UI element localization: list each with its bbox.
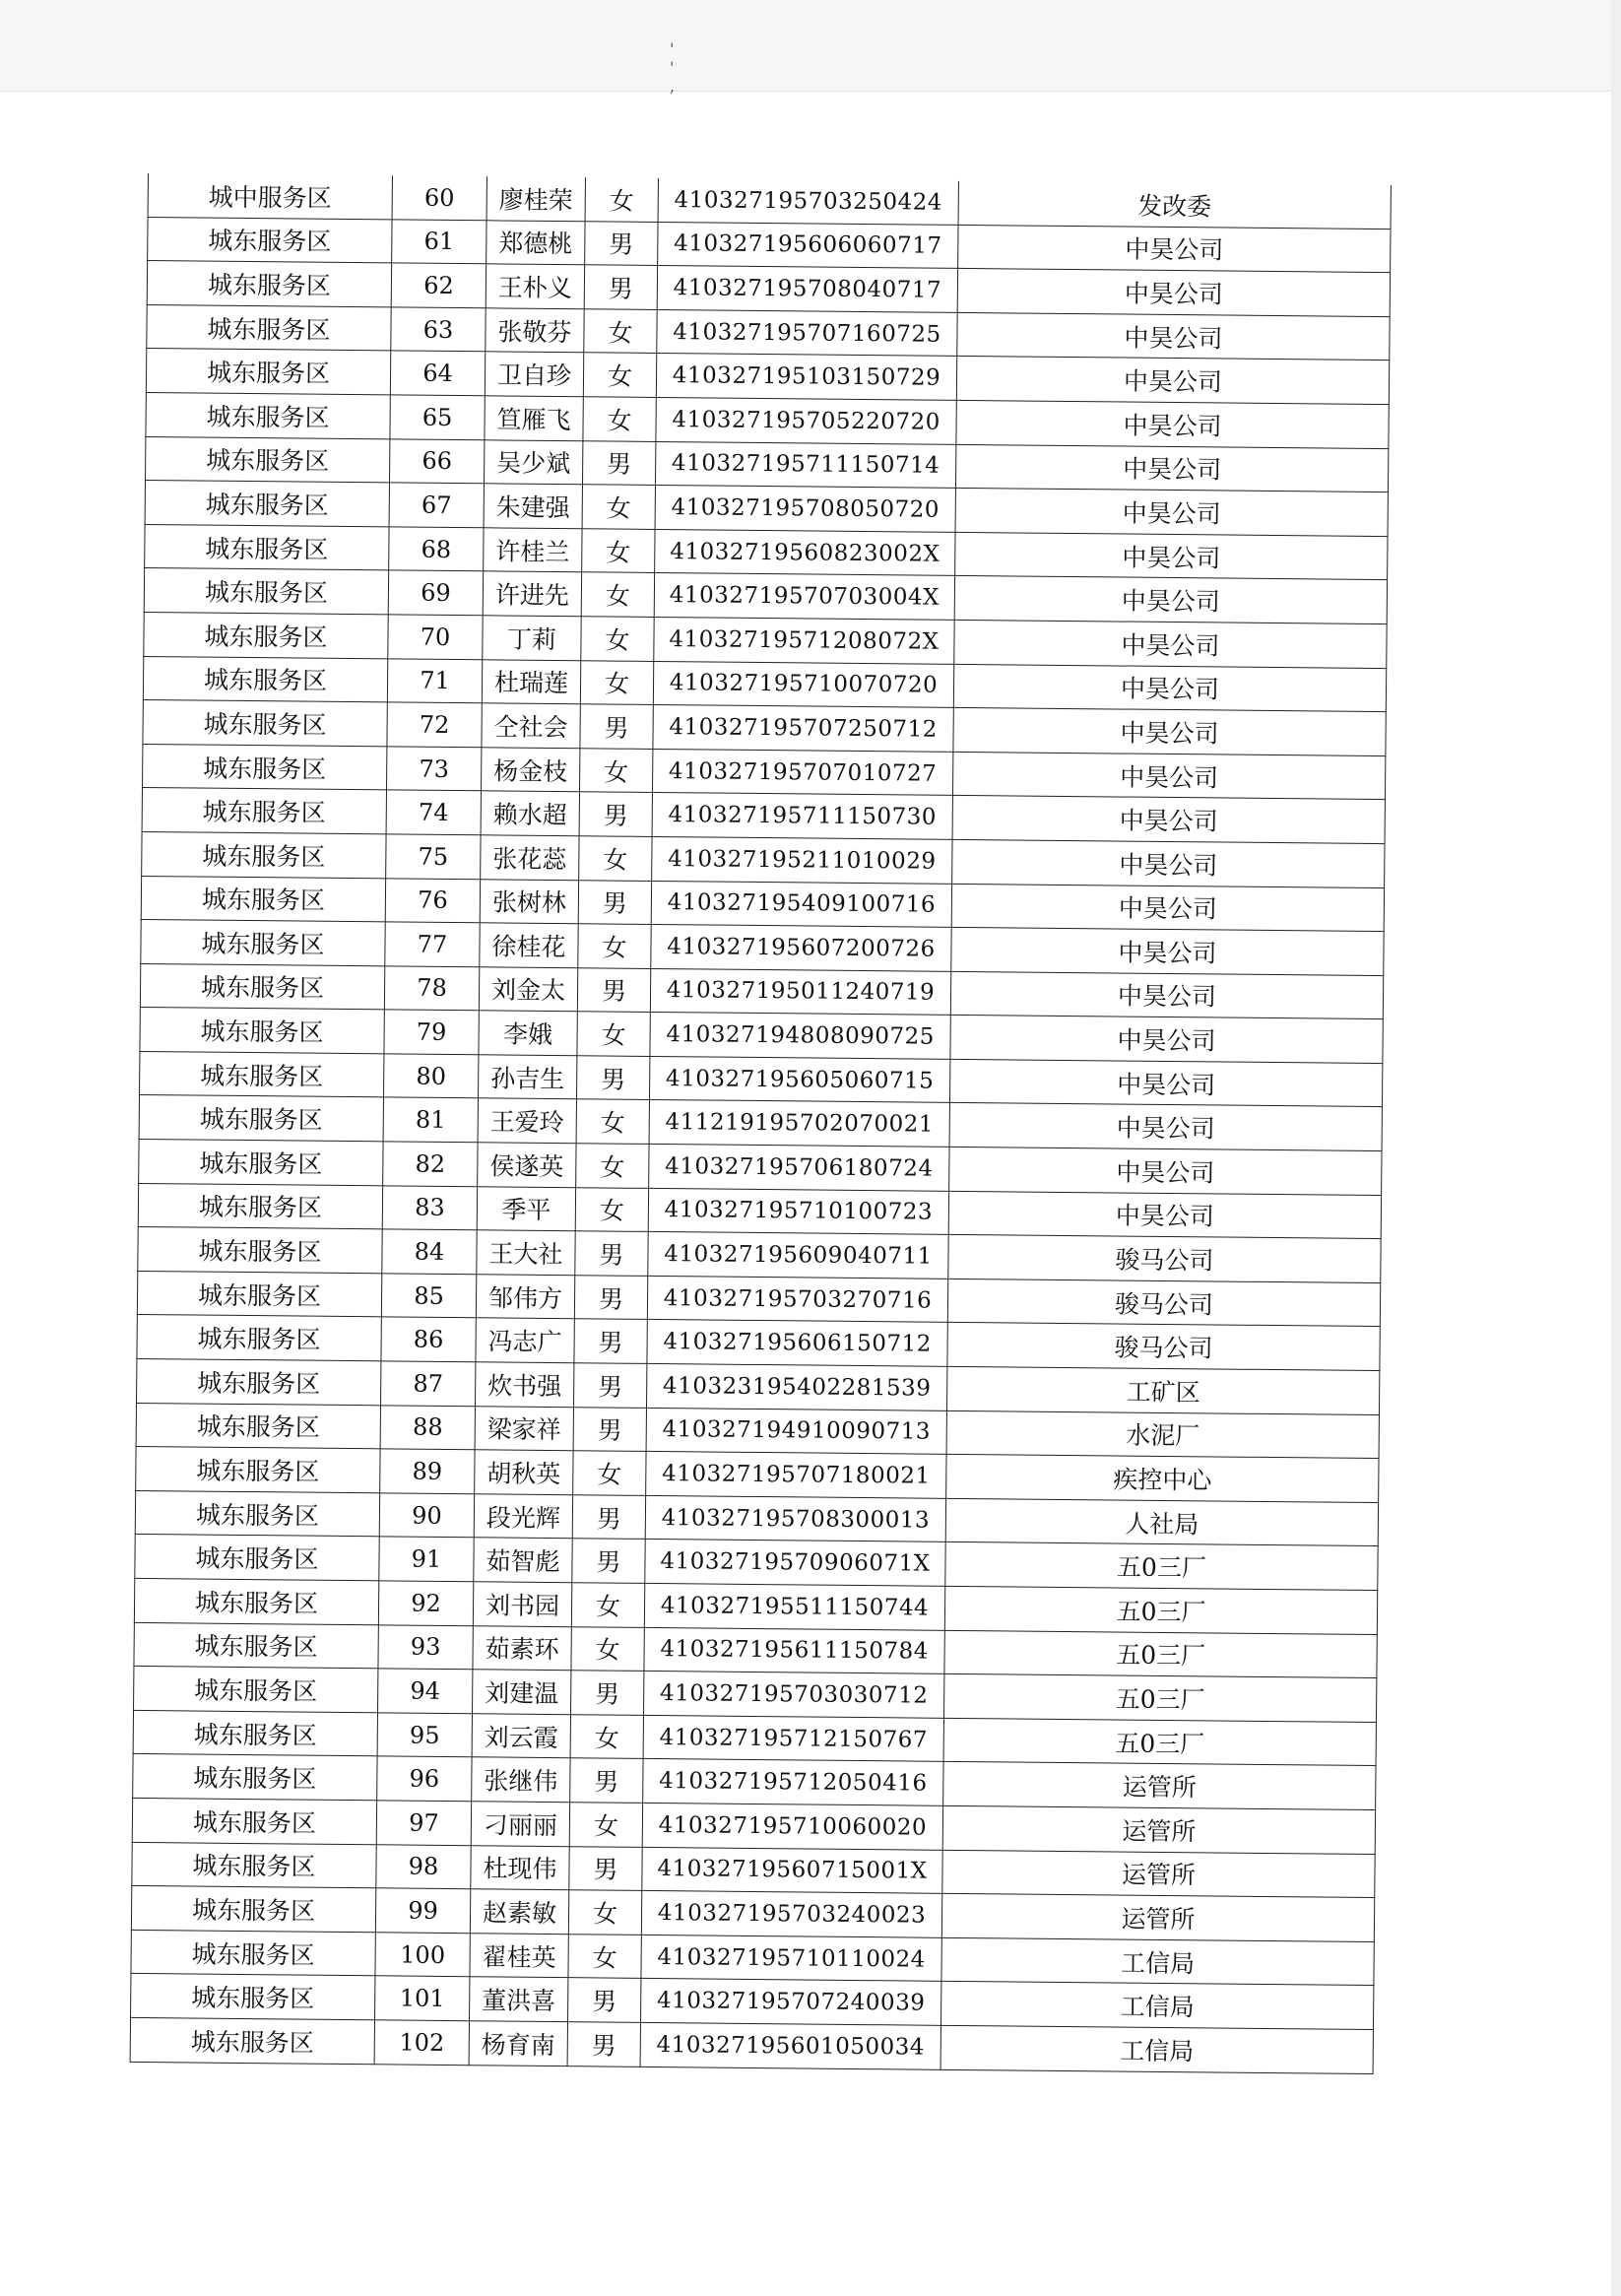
number-cell: 71 <box>387 658 482 703</box>
gender-cell: 女 <box>571 1626 644 1671</box>
name-cell: 张敬芬 <box>486 308 584 354</box>
gender-cell: 男 <box>573 1407 646 1451</box>
header-mark: ' <box>670 58 730 77</box>
id-number-cell: 410327195607200726 <box>651 925 951 972</box>
number-cell: 78 <box>384 966 479 1012</box>
name-cell: 冯志广 <box>476 1318 574 1363</box>
number-cell: 84 <box>382 1229 477 1275</box>
number-cell: 91 <box>379 1537 474 1582</box>
name-cell: 张继伟 <box>472 1757 570 1803</box>
id-number-cell: 410327195707250712 <box>653 705 953 753</box>
name-cell: 朱建强 <box>484 484 582 529</box>
id-number-cell: 410327195601050034 <box>640 2022 940 2069</box>
gender-cell: 男 <box>577 967 650 1012</box>
unit-cell: 中昊公司 <box>958 225 1391 273</box>
id-number-cell: 410327195708050720 <box>655 486 955 533</box>
id-number-cell: 41032719571208072X <box>654 617 954 664</box>
district-cell: 城东服务区 <box>140 1051 384 1097</box>
gender-cell: 女 <box>577 1012 650 1056</box>
district-cell: 城东服务区 <box>134 1667 378 1713</box>
unit-cell: 工信局 <box>940 2025 1373 2073</box>
number-cell: 85 <box>381 1274 476 1319</box>
id-number-cell: 410327195606060717 <box>658 222 958 269</box>
district-cell: 城东服务区 <box>134 1578 378 1624</box>
id-number-cell: 410327195703030712 <box>643 1672 943 1719</box>
number-cell: 75 <box>386 834 481 880</box>
number-cell: 99 <box>375 1888 470 1934</box>
unit-cell: 中昊公司 <box>950 1016 1383 1064</box>
number-cell: 74 <box>386 790 481 835</box>
district-cell: 城东服务区 <box>136 1447 380 1493</box>
name-cell: 赵素敏 <box>470 1889 568 1935</box>
unit-cell: 发改委 <box>958 181 1391 229</box>
roster-body <box>130 173 1391 2073</box>
name-cell: 王朴义 <box>486 264 584 309</box>
number-cell: 66 <box>389 438 484 484</box>
district-cell: 城东服务区 <box>146 349 390 395</box>
name-cell: 许桂兰 <box>484 528 582 573</box>
unit-cell: 工信局 <box>940 1982 1373 2030</box>
unit-cell: 水泥厂 <box>946 1410 1379 1459</box>
id-number-cell: 410327195707160725 <box>657 309 957 357</box>
gender-cell: 男 <box>576 1056 649 1100</box>
gender-cell: 女 <box>571 1583 644 1627</box>
name-cell: 季平 <box>477 1186 575 1231</box>
gender-cell: 男 <box>572 1539 645 1583</box>
scan-top-edge <box>0 0 1621 92</box>
gender-cell: 女 <box>575 1187 648 1231</box>
number-cell: 65 <box>390 395 485 440</box>
gender-cell: 男 <box>578 880 651 924</box>
gender-cell: 女 <box>583 397 656 441</box>
district-cell: 城东服务区 <box>143 744 387 790</box>
number-cell: 92 <box>378 1581 473 1626</box>
number-cell: 100 <box>375 1933 470 1978</box>
unit-cell: 中昊公司 <box>949 1059 1382 1107</box>
id-number-cell: 410327195011240719 <box>650 968 950 1016</box>
gender-cell: 女 <box>585 177 658 222</box>
name-cell: 杨育南 <box>469 2021 567 2066</box>
unit-cell: 五0三厂 <box>943 1674 1376 1723</box>
number-cell: 68 <box>389 527 484 572</box>
unit-cell: 中昊公司 <box>957 269 1390 317</box>
name-cell: 侯遂英 <box>478 1143 576 1188</box>
id-number-cell: 410327195707240039 <box>641 1979 941 2026</box>
gender-cell: 男 <box>580 704 653 749</box>
gender-cell: 女 <box>583 353 656 397</box>
number-cell: 102 <box>374 2020 469 2066</box>
name-cell: 段光辉 <box>474 1494 572 1540</box>
number-cell: 77 <box>385 922 480 967</box>
scan-right-edge <box>1611 0 1621 2296</box>
unit-cell: 中昊公司 <box>951 884 1384 932</box>
gender-cell: 男 <box>572 1495 645 1540</box>
unit-cell: 中昊公司 <box>953 708 1386 756</box>
name-cell: 徐桂花 <box>480 923 578 968</box>
id-number-cell: 41032719570703004X <box>654 573 954 621</box>
district-cell: 城东服务区 <box>141 876 385 922</box>
name-cell: 梁家祥 <box>475 1406 573 1451</box>
gender-cell: 男 <box>568 1978 641 2022</box>
number-cell: 101 <box>375 1976 470 2021</box>
id-number-cell: 410327195705220720 <box>656 397 956 444</box>
unit-cell: 中昊公司 <box>949 1147 1382 1195</box>
id-number-cell: 41032719570906071X <box>645 1540 945 1587</box>
number-cell: 87 <box>381 1361 476 1407</box>
gender-cell: 男 <box>579 792 652 836</box>
gender-cell: 女 <box>576 1099 649 1144</box>
name-cell: 丁莉 <box>483 616 581 661</box>
id-number-cell: 410327195707180021 <box>646 1452 946 1499</box>
id-number-cell: 410327195103150729 <box>656 354 956 401</box>
name-cell: 杜瑞莲 <box>482 659 580 704</box>
unit-cell: 中昊公司 <box>952 839 1385 887</box>
name-cell: 张树林 <box>480 879 578 924</box>
id-number-cell: 410327195609040711 <box>648 1232 948 1279</box>
name-cell: 笪雁飞 <box>485 396 583 441</box>
district-cell: 城东服务区 <box>134 1622 378 1669</box>
number-cell: 86 <box>381 1317 476 1362</box>
district-cell: 城东服务区 <box>145 524 389 570</box>
id-number-cell: 410327195712050416 <box>643 1759 943 1806</box>
district-cell: 城东服务区 <box>133 1710 377 1756</box>
unit-cell: 骏马公司 <box>948 1235 1381 1283</box>
gender-cell: 女 <box>578 924 651 968</box>
number-cell: 73 <box>387 747 482 792</box>
district-cell: 城东服务区 <box>142 788 386 834</box>
name-cell: 翟桂英 <box>470 1933 568 1978</box>
district-cell: 城东服务区 <box>131 1974 375 2020</box>
unit-cell: 工信局 <box>941 1937 1374 1986</box>
name-cell: 王爱玲 <box>478 1098 576 1144</box>
unit-cell: 骏马公司 <box>947 1323 1380 1371</box>
name-cell: 刘云霞 <box>472 1714 570 1759</box>
district-cell: 城东服务区 <box>141 920 385 966</box>
unit-cell: 中昊公司 <box>955 532 1388 580</box>
number-cell: 72 <box>387 702 482 748</box>
district-cell: 城东服务区 <box>130 2017 374 2064</box>
unit-cell: 五0三厂 <box>944 1630 1377 1678</box>
id-number-cell: 410327194808090725 <box>650 1013 950 1060</box>
district-cell: 城东服务区 <box>137 1358 381 1405</box>
district-cell: 城东服务区 <box>146 392 390 438</box>
district-cell: 城东服务区 <box>132 1842 376 1888</box>
name-cell: 廖桂荣 <box>486 176 585 221</box>
district-cell: 城东服务区 <box>144 612 388 658</box>
header-marks <box>670 39 788 96</box>
unit-cell: 运管所 <box>943 1762 1376 1810</box>
name-cell: 郑德桃 <box>486 220 585 265</box>
number-cell: 90 <box>379 1493 474 1539</box>
gender-cell: 女 <box>582 485 655 529</box>
district-cell: 城东服务区 <box>142 831 386 878</box>
gender-cell: 女 <box>573 1451 646 1495</box>
id-number-cell: 410327195611150784 <box>644 1627 944 1674</box>
number-cell: 61 <box>392 219 486 264</box>
district-cell: 城东服务区 <box>146 436 390 483</box>
id-number-cell: 410327195711150714 <box>655 441 955 489</box>
gender-cell: 女 <box>584 309 657 354</box>
unit-cell: 中昊公司 <box>953 664 1386 712</box>
district-cell: 城东服务区 <box>137 1271 381 1317</box>
name-cell: 邹伟方 <box>476 1275 574 1320</box>
id-number-cell: 410327195703250424 <box>658 178 958 225</box>
number-cell: 62 <box>391 263 486 308</box>
name-cell: 茹智彪 <box>474 1538 572 1583</box>
number-cell: 95 <box>377 1713 472 1758</box>
id-number-cell: 410327195511150744 <box>644 1583 944 1630</box>
number-cell: 63 <box>391 307 486 353</box>
name-cell: 许进先 <box>483 571 581 617</box>
district-cell: 城东服务区 <box>135 1490 379 1537</box>
unit-cell: 中昊公司 <box>955 444 1388 492</box>
number-cell: 76 <box>385 878 480 923</box>
id-number-cell: 410327195707010727 <box>652 749 952 796</box>
unit-cell: 运管所 <box>942 1805 1375 1854</box>
name-cell: 胡秋英 <box>475 1450 573 1495</box>
name-cell: 刘书园 <box>473 1582 571 1627</box>
number-cell: 94 <box>378 1669 473 1714</box>
number-cell: 79 <box>384 1010 479 1055</box>
name-cell: 刘金太 <box>479 966 577 1012</box>
name-cell: 茹素环 <box>473 1625 571 1671</box>
district-cell: 城东服务区 <box>131 1930 375 1976</box>
gender-cell: 女 <box>568 1934 641 1978</box>
district-cell: 城东服务区 <box>147 261 391 307</box>
id-number-cell: 410327194910090713 <box>646 1408 946 1455</box>
name-cell: 吴少斌 <box>484 439 582 485</box>
district-cell: 城东服务区 <box>138 1183 382 1229</box>
name-cell: 赖水超 <box>481 791 579 836</box>
name-cell: 杜现伟 <box>471 1845 569 1890</box>
name-cell: 仝社会 <box>482 703 580 749</box>
unit-cell: 五0三厂 <box>945 1542 1378 1591</box>
unit-cell: 中昊公司 <box>957 312 1390 361</box>
gender-cell: 女 <box>576 1144 649 1188</box>
district-cell: 城东服务区 <box>133 1754 377 1801</box>
name-cell: 董洪喜 <box>470 1977 568 2022</box>
gender-cell: 男 <box>585 221 658 265</box>
unit-cell: 人社局 <box>945 1498 1378 1546</box>
header-mark: , <box>670 77 731 96</box>
unit-cell: 运管所 <box>941 1893 1374 1941</box>
number-cell: 67 <box>389 483 484 528</box>
id-number-cell: 410327195606150712 <box>647 1320 947 1367</box>
gender-cell: 女 <box>581 617 654 661</box>
number-cell: 64 <box>390 351 485 396</box>
id-number-cell: 410327195703270716 <box>647 1276 947 1323</box>
gender-cell: 女 <box>568 1890 641 1935</box>
number-cell: 93 <box>378 1624 473 1670</box>
district-cell: 城东服务区 <box>137 1315 381 1361</box>
name-cell: 杨金枝 <box>481 747 579 792</box>
number-cell: 80 <box>384 1054 479 1099</box>
number-cell: 98 <box>376 1844 471 1889</box>
id-number-cell: 410327195409100716 <box>651 881 951 928</box>
id-number-cell: 410323195402281539 <box>646 1363 946 1410</box>
district-cell: 城东服务区 <box>143 700 387 747</box>
district-cell: 城东服务区 <box>139 1140 383 1186</box>
unit-cell: 中昊公司 <box>952 796 1385 844</box>
number-cell: 81 <box>383 1097 478 1143</box>
id-number-cell: 410327195710110024 <box>641 1935 941 1982</box>
district-cell: 城东服务区 <box>140 963 384 1010</box>
id-number-cell: 410327195710070720 <box>653 661 953 708</box>
unit-cell: 中昊公司 <box>952 752 1385 800</box>
name-cell: 卫自珍 <box>485 352 583 397</box>
unit-cell: 运管所 <box>942 1850 1375 1898</box>
id-number-cell: 410327195712150767 <box>643 1715 943 1762</box>
number-cell: 83 <box>382 1185 477 1230</box>
number-cell: 60 <box>392 175 486 220</box>
number-cell: 97 <box>376 1801 471 1846</box>
header-mark: ' <box>670 39 730 58</box>
id-number-cell: 410327195211010029 <box>652 836 952 884</box>
id-number-cell: 411219195702070021 <box>649 1100 949 1148</box>
district-cell: 城东服务区 <box>143 656 387 702</box>
district-cell: 城东服务区 <box>139 1095 383 1142</box>
number-cell: 82 <box>383 1142 478 1187</box>
gender-cell: 男 <box>567 2022 640 2066</box>
gender-cell: 男 <box>575 1231 648 1276</box>
unit-cell: 骏马公司 <box>947 1279 1380 1327</box>
gender-cell: 女 <box>580 660 653 704</box>
district-cell: 城东服务区 <box>131 1886 375 1933</box>
unit-cell: 中昊公司 <box>954 576 1387 624</box>
district-cell: 城东服务区 <box>140 1008 384 1054</box>
id-number-cell: 410327195710060020 <box>642 1803 942 1850</box>
unit-cell: 中昊公司 <box>956 400 1389 448</box>
number-cell: 96 <box>377 1756 472 1802</box>
gender-cell: 男 <box>574 1319 647 1363</box>
unit-cell: 五0三厂 <box>943 1718 1376 1766</box>
id-number-cell: 410327195708040717 <box>657 266 957 313</box>
name-cell: 刘建温 <box>473 1670 571 1715</box>
gender-cell: 男 <box>584 265 657 309</box>
number-cell: 70 <box>388 615 483 660</box>
gender-cell: 女 <box>570 1714 643 1758</box>
gender-cell: 男 <box>574 1276 647 1320</box>
unit-cell: 五0三厂 <box>944 1586 1377 1634</box>
unit-cell: 中昊公司 <box>954 620 1387 668</box>
unit-cell: 中昊公司 <box>948 1191 1381 1239</box>
gender-cell: 男 <box>570 1758 643 1803</box>
gender-cell: 男 <box>582 440 655 485</box>
district-cell: 城东服务区 <box>145 481 389 527</box>
id-number-cell: 410327195708300013 <box>645 1495 945 1542</box>
gender-cell: 女 <box>579 836 652 881</box>
id-number-cell: 410327195706180724 <box>649 1144 949 1191</box>
gender-cell: 女 <box>582 529 655 573</box>
unit-cell: 中昊公司 <box>956 357 1389 405</box>
id-number-cell: 410327195703240023 <box>641 1891 941 1938</box>
name-cell: 炊书强 <box>476 1362 574 1408</box>
number-cell: 69 <box>388 570 483 616</box>
name-cell: 王大社 <box>477 1230 575 1276</box>
name-cell: 孙吉生 <box>478 1055 576 1100</box>
unit-cell: 工矿区 <box>946 1366 1379 1414</box>
district-cell: 城东服务区 <box>136 1403 380 1449</box>
district-cell: 城东服务区 <box>138 1227 382 1274</box>
unit-cell: 中昊公司 <box>949 1103 1382 1151</box>
gender-cell: 男 <box>569 1846 642 1890</box>
district-cell: 城东服务区 <box>148 217 392 263</box>
id-number-cell: 410327195605060715 <box>649 1056 949 1103</box>
gender-cell: 男 <box>571 1671 644 1715</box>
roster-table <box>130 173 1392 2074</box>
id-number-cell: 410327195710100723 <box>648 1188 948 1235</box>
district-cell: 城东服务区 <box>132 1798 376 1844</box>
name-cell: 刁丽丽 <box>471 1802 569 1847</box>
district-cell: 城东服务区 <box>135 1535 379 1581</box>
district-cell: 城东服务区 <box>144 568 388 615</box>
id-number-cell: 41032719560823002X <box>655 529 955 576</box>
unit-cell: 中昊公司 <box>951 927 1384 975</box>
number-cell: 88 <box>380 1405 475 1450</box>
id-number-cell: 41032719560715001X <box>642 1847 942 1894</box>
gender-cell: 女 <box>579 748 652 792</box>
name-cell: 张花蕊 <box>481 835 579 881</box>
gender-cell: 女 <box>569 1803 642 1847</box>
unit-cell: 中昊公司 <box>950 971 1383 1019</box>
gender-cell: 男 <box>573 1363 646 1408</box>
name-cell: 李娥 <box>479 1011 577 1056</box>
gender-cell: 女 <box>581 572 654 617</box>
district-cell: 城东服务区 <box>147 304 391 351</box>
district-cell: 城中服务区 <box>148 173 392 219</box>
unit-cell: 中昊公司 <box>955 489 1388 537</box>
unit-cell: 疾控中心 <box>946 1455 1379 1503</box>
number-cell: 89 <box>380 1449 475 1494</box>
id-number-cell: 410327195711150730 <box>652 793 952 840</box>
